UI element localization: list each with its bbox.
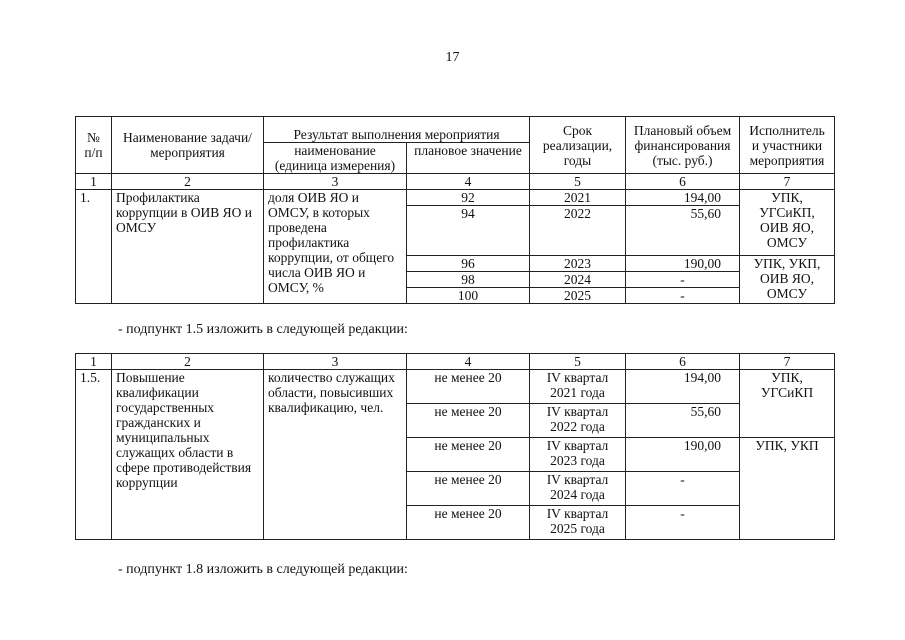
col-number: 4 <box>407 354 530 370</box>
year-cell: 2024 <box>530 272 626 288</box>
finance-cell: 190,00 <box>626 438 740 472</box>
page-number: 17 <box>445 50 460 65</box>
value-cell: 96 <box>407 256 530 272</box>
amendment-note-1-8: - подпункт 1.8 изложить в следующей редакции: <box>118 562 408 577</box>
finance-cell: 194,00 <box>626 370 740 404</box>
measures-table-2 <box>75 353 835 540</box>
finance-cell: 194,00 <box>626 190 740 206</box>
term-cell: IV квартал 2023 года <box>530 438 626 472</box>
row-num: 1. <box>76 190 112 304</box>
value-cell: не менее 20 <box>407 506 530 540</box>
year-cell: 2021 <box>530 190 626 206</box>
col-number: 7 <box>740 354 835 370</box>
amendment-note-1-5: - подпункт 1.5 изложить в следующей редакции: <box>118 322 408 337</box>
header-task: Наименование задачи/мероприятия <box>112 117 264 174</box>
value-cell: 92 <box>407 190 530 206</box>
header-result-name: наименование (единица измерения) <box>264 143 407 174</box>
header-num: № п/п <box>76 117 112 174</box>
finance-cell: 190,00 <box>626 256 740 272</box>
value-cell: 98 <box>407 272 530 288</box>
finance-cell: 55,60 <box>626 404 740 438</box>
value-cell: 100 <box>407 288 530 304</box>
row-task: Повышение квалификации государственных гражданских и муниципальных служащих области в сфере противодействия коррупции <box>112 370 264 540</box>
row-indicator: доля ОИВ ЯО и ОМСУ, в которых проведена профилактика коррупции, от общего числа ОИВ ЯО и ОМСУ, % <box>264 190 407 304</box>
col-number: 3 <box>264 354 407 370</box>
header-finance: Плановый объем финансирования (тыс. руб.) <box>626 117 740 174</box>
executor-cell: УПК, УКП, ОИВ ЯО, ОМСУ <box>740 256 835 304</box>
measures-table-1 <box>75 116 835 304</box>
year-cell: 2022 <box>530 206 626 256</box>
col-number: 5 <box>530 174 626 190</box>
row-num: 1.5. <box>76 370 112 540</box>
col-number: 1 <box>76 174 112 190</box>
col-number: 4 <box>407 174 530 190</box>
col-number: 2 <box>112 174 264 190</box>
finance-cell: - <box>626 288 740 304</box>
row-task: Профилактика коррупции в ОИВ ЯО и ОМСУ <box>112 190 264 304</box>
header-term: Срок реализации, годы <box>530 117 626 174</box>
value-cell: не менее 20 <box>407 370 530 404</box>
value-cell: не менее 20 <box>407 404 530 438</box>
executor-cell: УПК, УГСиКП <box>740 370 835 438</box>
col-number: 3 <box>264 174 407 190</box>
finance-cell: - <box>626 272 740 288</box>
col-number: 5 <box>530 354 626 370</box>
term-cell: IV квартал 2021 года <box>530 370 626 404</box>
col-number: 6 <box>626 354 740 370</box>
finance-cell: - <box>626 472 740 506</box>
col-number: 7 <box>740 174 835 190</box>
col-number: 6 <box>626 174 740 190</box>
finance-cell: 55,60 <box>626 206 740 256</box>
executor-cell: УПК, УГСиКП, ОИВ ЯО, ОМСУ <box>740 190 835 256</box>
term-cell: IV квартал 2022 года <box>530 404 626 438</box>
row-indicator: количество служащих области, повысивших квалификацию, чел. <box>264 370 407 540</box>
executor-cell: УПК, УКП <box>740 438 835 540</box>
header-executor: Исполнитель и участники мероприятия <box>740 117 835 174</box>
term-cell: IV квартал 2025 года <box>530 506 626 540</box>
col-number: 2 <box>112 354 264 370</box>
header-result-value: плановое значение <box>407 143 530 174</box>
value-cell: 94 <box>407 206 530 256</box>
term-cell: IV квартал 2024 года <box>530 472 626 506</box>
finance-cell: - <box>626 506 740 540</box>
year-cell: 2023 <box>530 256 626 272</box>
value-cell: не менее 20 <box>407 472 530 506</box>
col-number: 1 <box>76 354 112 370</box>
year-cell: 2025 <box>530 288 626 304</box>
value-cell: не менее 20 <box>407 438 530 472</box>
header-result: Результат выполнения мероприятия <box>264 117 530 143</box>
